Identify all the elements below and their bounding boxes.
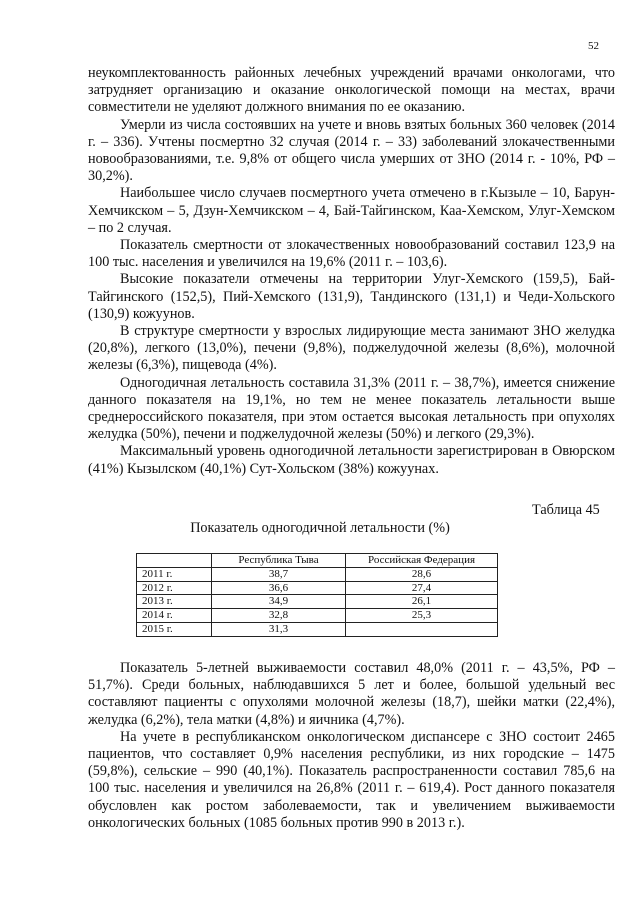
year-cell: 2012 г. (137, 581, 212, 595)
header-cell-rf: Российская Федерация (346, 554, 498, 568)
paragraph: неукомплектованность районных лечебных учреждений врачами онкологами, что затрудняет организацию и оказание онкологической помощи на местах, врачи совместители не уделяют должного внимания по ее оказанию. (88, 65, 615, 116)
paragraph: Показатель смертности от злокачественных новообразований составил 123,9 на 100 тыс. населения и увеличился на 19,6% (2011 г. – 103,6). (88, 237, 615, 271)
tyva-value-cell: 32,8 (212, 609, 346, 623)
page-number: 52 (588, 40, 599, 52)
rf-value-cell: 26,1 (346, 595, 498, 609)
rf-value-cell: 28,6 (346, 567, 498, 581)
table-number: Таблица 45 (532, 502, 600, 518)
paragraph: Высокие показатели отмечены на территории Улуг-Хемского (159,5), Бай-Тайгинского (152,5), Пий-Хемского (131,9), Тандинского (131,1) и Чеди-Хольского (130,9) кожуунов. (88, 271, 615, 322)
tyva-value-cell: 36,6 (212, 581, 346, 595)
header-cell-year (137, 554, 212, 568)
table-row (137, 595, 498, 609)
table-row (137, 609, 498, 623)
tyva-value-cell: 31,3 (212, 622, 346, 636)
paragraph: Умерли из числа состоявших на учете и вновь взятых больных 360 человек (2014 г. – 336). Учтены посмертно 32 случая (2014 г. – 33) заболеваний злокачественными новообразованиями, т.е. 9,8% от общего числа умерших от ЗНО (2014 г. - 10%, РФ – 30,2%). (88, 116, 615, 185)
paragraph: На учете в республиканском онкологическом диспансере с ЗНО состоит 2465 пациентов, что составляет 0,9% населения республики, из них городские – 1475 (59,8%), сельские – 990 (40,1%). Показатель распространенности составил 785,6 на 100 тыс. населения и увеличился на 26,8% (2011 г. – 619,4). Рост данного показателя обусловлен как ростом заболеваемости, так и увеличением выживаемости онкологических больных (1085 больных против 990 в 2013 г.). (88, 728, 615, 831)
paragraph: Показатель 5-летней выживаемости составил 48,0% (2011 г. – 43,5%, РФ – 51,7%). Среди больных, наблюдавшихся 5 лет и более, большой удельный вес составляют пациенты с опухолями молочной железы (18,7), шейки матки (22,4%), желудка (6,2%), тела матки (4,8%) и яичника (4,7%). (88, 660, 615, 728)
paragraph: В структуре смертности у взрослых лидирующие места занимают ЗНО желудка (20,8%), легкого (13,0%), печени (9,8%), поджелудочной железы (8,6%), молочной железы (6,3%), пищевода (4%). (88, 323, 615, 374)
table-row (137, 581, 498, 595)
rf-value-cell: 25,3 (346, 609, 498, 623)
rf-value-cell (346, 622, 498, 636)
tyva-value-cell: 34,9 (212, 595, 346, 609)
table-row (137, 622, 498, 636)
year-cell: 2011 г. (137, 567, 212, 581)
rf-value-cell: 27,4 (346, 581, 498, 595)
body-text-top (88, 65, 615, 478)
body-text-bottom (88, 660, 615, 832)
header-cell-tyva: Республика Тыва (212, 554, 346, 568)
year-cell: 2014 г. (137, 609, 212, 623)
tyva-value-cell: 38,7 (212, 567, 346, 581)
year-cell: 2015 г. (137, 622, 212, 636)
paragraph: Максимальный уровень одногодичной летальности зарегистрирован в Овюрском (41%) Кызылском (40,1%) Сут-Хольском (38%) кожуунах. (88, 443, 615, 477)
year-cell: 2013 г. (137, 595, 212, 609)
table-title: Показатель одногодичной летальности (%) (190, 520, 450, 536)
paragraph: Наибольшее число случаев посмертного учета отмечено в г.Кызыле – 10, Барун-Хемчикском – 5, Дзун-Хемчикском – 4, Бай-Тайгинском, Каа-Хемском, Улуг-Хемском – по 2 случая. (88, 185, 615, 236)
lethality-table (136, 553, 498, 637)
table-header-row (137, 554, 498, 568)
table-row (137, 567, 498, 581)
paragraph: Одногодичная летальность составила 31,3% (2011 г. – 38,7%), имеется снижение данного показателя на 19,1%, но тем не менее показатель летальности выше среднероссийского показателя, при этом остается высокая летальность при опухолях желудка (50%), печени и поджелудочной железы (50%) и легкого (29,3%). (88, 374, 615, 443)
